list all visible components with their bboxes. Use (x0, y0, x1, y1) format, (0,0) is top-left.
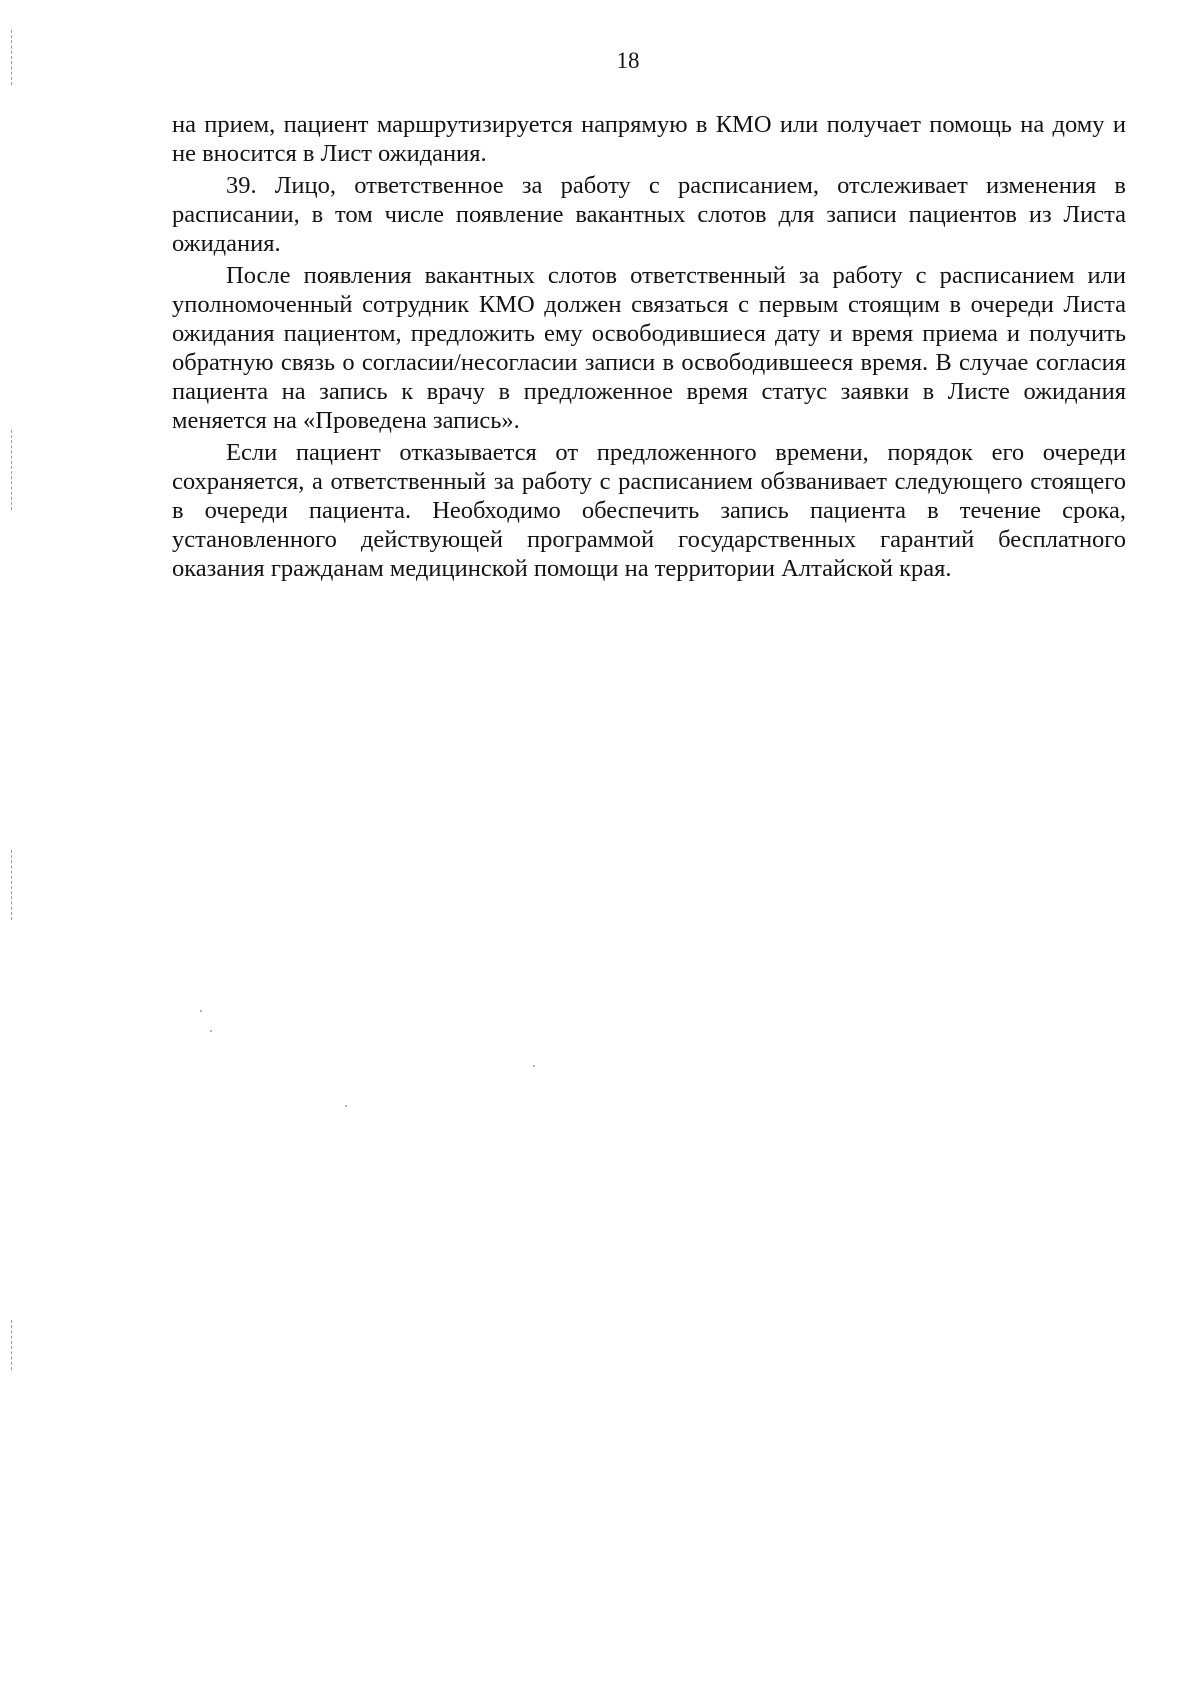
document-body (172, 110, 1126, 583)
scan-artifact-line (11, 430, 12, 510)
scan-artifact-dot (533, 1065, 535, 1067)
page-number: 18 (616, 48, 640, 73)
paragraph-patient-refusal: Если пациент отказывается от предложенного времени, порядок его очереди сохраняется, а ответственный за работу с расписанием обзванивает следующего стоящего в очереди пациента. Необходимо обеспечить запись пациента в течение срока, установленного действующей программой государственных гарантий бесплатного оказания гражданам медицинской помощи на территории Алтайской края. (172, 439, 1126, 582)
paragraph-continuation: на прием, пациент маршрутизируется напрямую в КМО или получает помощь на дому и не вносится в Лист ожидания. (172, 111, 1126, 167)
scan-artifact-line (11, 1320, 12, 1370)
paragraph-item-39: 39. Лицо, ответственное за работу с расписанием, отслеживает изменения в расписании, в том числе появление вакантных слотов для записи пациентов из Листа ожидания. (172, 172, 1126, 257)
scan-artifact-dot (200, 1010, 202, 1012)
scan-artifact-dot (345, 1105, 347, 1107)
scan-artifact-dot (210, 1030, 212, 1032)
paragraph-vacant-slots: После появления вакантных слотов ответственный за работу с расписанием или уполномоченный сотрудник КМО должен связаться с первым стоящим в очереди Листа ожидания пациентом, предложить ему освободившиеся дату и время приема и получить обратную связь о согласии/несогласии записи в освободившееся время. В случае согласия пациента на запись к врачу в предложенное время статус заявки в Листе ожидания меняется на «Проведена запись». (172, 262, 1126, 434)
scan-artifact-line (11, 850, 12, 920)
